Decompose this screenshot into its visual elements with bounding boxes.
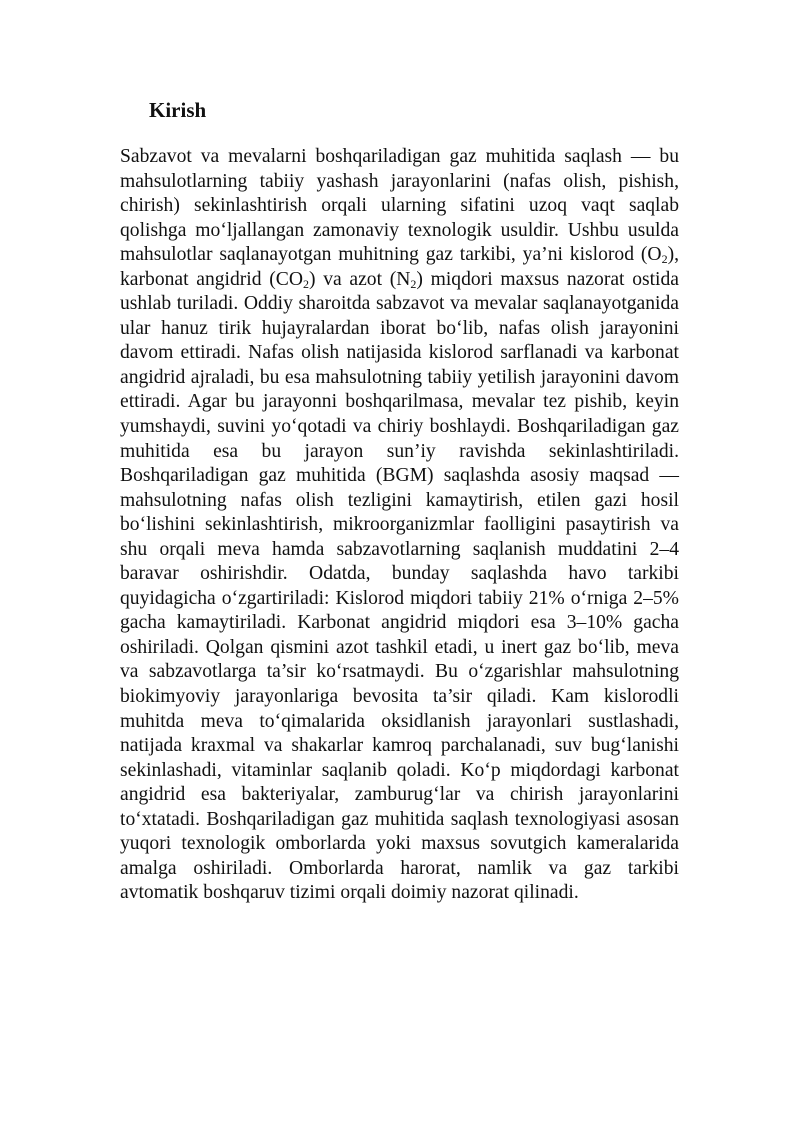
paragraph-text-part-4: ) miqdori maxsus nazorat ostida ushlab turiladi. Oddiy sharoitda sabzavot va mevalar saqlanayotganida ular hanuz tirik hujayralardan iborat bo‘lib, nafas olish jarayonini davom ettiradi. Nafas olish natijasida kislorod sarflanadi va karbonat angidrid ajraladi, bu esa mahsulotning tabiiy yetilish jarayonini davom ettiradi. Agar bu jarayonni boshqarilmasa, mevalar tez pishib, keyin yumshaydi, suvini yo‘qotadi va chiriy boshlaydi. Boshqariladigan gaz muhitida esa bu jarayon sun’iy ravishda sekinlashtiriladi. Boshqariladigan gaz muhitida (BGM) saqlashda asosiy maqsad — mahsulotning nafas olish tezligini kamaytirish, etilen gazi hosil bo‘lishini sekinlashtirish, mikroorganizmlar faolligini pasaytirish va shu orqali meva hamda sabzavotlarning saqlanish muddatini 2–4 baravar oshirishdir. Odatda, bunday saqlashda havo tarkibi quyidagicha o‘zgartiriladi: Kislorod miqdori tabiiy 21% o‘rniga 2–5% gacha kamaytiriladi. Karbonat angidrid miqdori esa 3–10% gacha oshiriladi. Qolgan qismini azot tashkil etadi, u inert gaz bo‘lib, meva va sabzavotlarga ta’sir ko‘rsatmaydi. Bu o‘zgarishlar mahsulotning biokimyoviy jarayonlariga bevosita ta’sir qiladi. Kam kislorodli muhitda meva to‘qimalarida oksidlanish jarayonlari sustlashadi, natijada kraxmal va shakarlar kamroq parchalanadi, suv bug‘lanishi sekinlashadi, vitaminlar saqlanib qoladi. Ko‘p miqdordagi karbonat angidrid esa bakteriyalar, zamburug‘lar va chirish jarayonlarini to‘xtatadi. Boshqariladigan gaz muhitida saqlash texnologiyasi asosan yuqori texnologik omborlarda yoki maxsus sovutgich kameralarida amalga oshiriladi. Omborlarda harorat, namlik va gaz tarkibi avtomatik boshqaruv tizimi orqali doimiy nazorat qilinadi. bbox=[120, 268, 679, 904]
oxygen-subscript: 2 bbox=[661, 252, 668, 267]
paragraph-text-part-1: Sabzavot va mevalarni boshqariladigan gaz muhitida saqlash — bu mahsulotlarning tabiiy yashash jarayonlarini (nafas olish, pishish, chirish) sekinlashtirish orqali ularning sifatini uzoq vaqt saqlab qolishga mo‘ljallangan zamonaviy texnologik usuldir. Ushbu usulda mahsulotlar saqlanayotgan muhitning gaz tarkibi, ya’ni kislorod (O bbox=[120, 146, 679, 266]
body-paragraph bbox=[120, 145, 679, 906]
paragraph-text-part-3: ) va azot (N bbox=[308, 268, 411, 290]
carbon-dioxide-subscript: 2 bbox=[302, 276, 309, 291]
section-heading: Kirish bbox=[149, 98, 207, 122]
nitrogen-subscript: 2 bbox=[410, 276, 417, 291]
paragraph-text-part-2: ), karbonat angidrid (CO bbox=[120, 244, 679, 290]
